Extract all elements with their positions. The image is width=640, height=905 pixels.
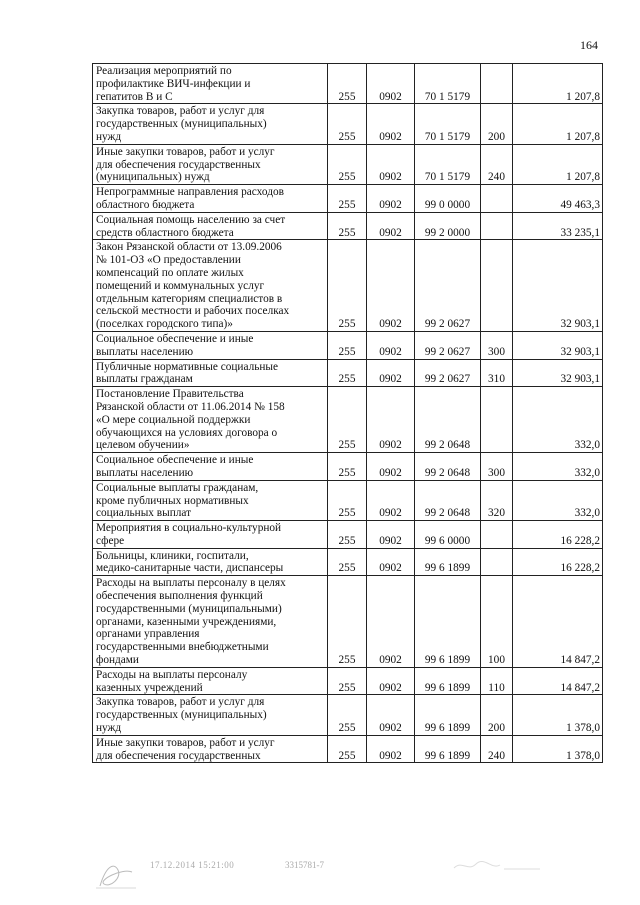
target-article-code: 99 0 0000	[415, 185, 481, 213]
row-name-line: компенсаций по оплате жилых	[96, 266, 244, 279]
row-name-line: «О мере социальной поддержки	[96, 413, 251, 426]
row-name	[93, 359, 328, 387]
table-row	[93, 576, 603, 668]
ministry-code: 255	[328, 212, 367, 240]
target-article-code: 99 2 0648	[415, 480, 481, 520]
row-name-line: сельской местности и рабочих поселках	[96, 305, 290, 318]
row-name-line: Постановление Правительства	[96, 388, 244, 401]
section-code: 0902	[367, 480, 415, 520]
row-name-line: Социальная помощь населению за счет	[96, 213, 286, 226]
amount: 1 207,8	[513, 144, 603, 184]
amount: 14 847,2	[513, 667, 603, 695]
row-name	[93, 480, 328, 520]
row-name-line: Расходы на выплаты персоналу в целях	[96, 577, 286, 590]
row-name	[93, 735, 328, 763]
ministry-code: 255	[328, 331, 367, 359]
row-name-line: (поселках городского типа)»	[96, 318, 233, 331]
row-name-line: органами управления	[96, 628, 200, 641]
row-name-line: государственных (муниципальных)	[96, 709, 267, 722]
section-code: 0902	[367, 548, 415, 576]
row-name-line: № 101-ОЗ «О предоставлении	[96, 254, 241, 267]
budget-table	[92, 63, 603, 763]
page-number: 164	[580, 38, 598, 52]
target-article-code: 99 2 0648	[415, 453, 481, 481]
expense-type-code: 200	[481, 104, 513, 144]
ministry-code: 255	[328, 480, 367, 520]
row-name-line: средств областного бюджета	[96, 226, 234, 239]
amount: 332,0	[513, 480, 603, 520]
target-article-code: 99 2 0648	[415, 387, 481, 453]
table-row	[93, 185, 603, 213]
ministry-code: 255	[328, 185, 367, 213]
ministry-code: 255	[328, 548, 367, 576]
row-name-line: выплаты населению	[96, 345, 194, 358]
target-article-code: 99 6 1899	[415, 735, 481, 763]
table-row	[93, 695, 603, 735]
section-code: 0902	[367, 240, 415, 332]
table-row	[93, 453, 603, 481]
expense-type-code	[481, 548, 513, 576]
section-code: 0902	[367, 185, 415, 213]
table-row	[93, 735, 603, 763]
amount: 1 378,0	[513, 695, 603, 735]
expense-type-code: 300	[481, 331, 513, 359]
row-name	[93, 185, 328, 213]
expense-type-code: 110	[481, 667, 513, 695]
row-name-line: Социальные выплаты гражданам,	[96, 481, 259, 494]
ministry-code: 255	[328, 387, 367, 453]
row-name	[93, 667, 328, 695]
target-article-code: 70 1 5179	[415, 144, 481, 184]
row-name-line: Закупка товаров, работ и услуг для	[96, 696, 265, 709]
row-name-line: казенных учреждений	[96, 681, 203, 694]
target-article-code: 99 6 1899	[415, 548, 481, 576]
expense-type-code: 240	[481, 735, 513, 763]
section-code: 0902	[367, 359, 415, 387]
row-name-line: Непрограммные направления расходов	[96, 186, 284, 199]
section-code: 0902	[367, 521, 415, 549]
row-name	[93, 240, 328, 332]
row-name	[93, 387, 328, 453]
amount: 1 207,8	[513, 104, 603, 144]
row-name-line: фондами	[96, 654, 139, 667]
table-row	[93, 64, 603, 104]
row-name	[93, 576, 328, 668]
row-name-line: медико-санитарные части, диспансеры	[96, 562, 284, 575]
expense-type-code	[481, 240, 513, 332]
expense-type-code: 100	[481, 576, 513, 668]
row-name	[93, 548, 328, 576]
ministry-code: 255	[328, 240, 367, 332]
ministry-code: 255	[328, 735, 367, 763]
amount: 1 378,0	[513, 735, 603, 763]
row-name-line: Рязанской области от 11.06.2014 № 158	[96, 400, 285, 413]
footer-date: 17.12.2014 15:21:00	[150, 860, 235, 870]
section-code: 0902	[367, 212, 415, 240]
section-code: 0902	[367, 576, 415, 668]
row-name-line: отдельным категориям специалистов в	[96, 292, 283, 305]
row-name	[93, 212, 328, 240]
target-article-code: 99 2 0627	[415, 331, 481, 359]
row-name-line: Закупка товаров, работ и услуг для	[96, 105, 265, 118]
table-row	[93, 521, 603, 549]
expense-type-code: 200	[481, 695, 513, 735]
row-name-line: гепатитов В и С	[96, 90, 173, 103]
ministry-code: 255	[328, 667, 367, 695]
row-name-line: нужд	[96, 130, 122, 143]
ministry-code: 255	[328, 104, 367, 144]
row-name-line: Иные закупки товаров, работ и услуг	[96, 145, 275, 158]
table-row	[93, 548, 603, 576]
expense-type-code	[481, 212, 513, 240]
row-name-line: выплаты гражданам	[96, 373, 193, 386]
amount: 14 847,2	[513, 576, 603, 668]
table-row	[93, 667, 603, 695]
ministry-code: 255	[328, 576, 367, 668]
target-article-code: 99 6 1899	[415, 576, 481, 668]
ministry-code: 255	[328, 64, 367, 104]
row-name	[93, 64, 328, 104]
section-code: 0902	[367, 144, 415, 184]
row-name-line: для обеспечения государственных	[96, 158, 261, 171]
row-name	[93, 695, 328, 735]
expense-type-code	[481, 185, 513, 213]
section-code: 0902	[367, 667, 415, 695]
row-name-line: (муниципальных) нужд	[96, 171, 210, 184]
table-row	[93, 387, 603, 453]
row-name-line: для обеспечения государственных	[96, 749, 261, 762]
row-name-line: государственными внебюджетными	[96, 641, 269, 654]
table-row	[93, 212, 603, 240]
row-name-line: Социальное обеспечение и иные	[96, 332, 254, 345]
amount: 32 903,1	[513, 331, 603, 359]
table-row	[93, 480, 603, 520]
section-code: 0902	[367, 64, 415, 104]
amount: 16 228,2	[513, 521, 603, 549]
row-name-line: целевом обучении»	[96, 439, 190, 452]
expense-type-code: 320	[481, 480, 513, 520]
section-code: 0902	[367, 695, 415, 735]
table-row	[93, 144, 603, 184]
row-name-line: кроме публичных нормативных	[96, 494, 249, 507]
target-article-code: 99 2 0627	[415, 359, 481, 387]
row-name-line: Закон Рязанской области от 13.09.2006	[96, 241, 282, 254]
table-row	[93, 331, 603, 359]
row-name-line: обучающихся на условиях договора о	[96, 426, 278, 439]
amount: 16 228,2	[513, 548, 603, 576]
ministry-code: 255	[328, 521, 367, 549]
section-code: 0902	[367, 387, 415, 453]
row-name-line: выплаты населению	[96, 466, 194, 479]
expense-type-code	[481, 387, 513, 453]
section-code: 0902	[367, 331, 415, 359]
faint-stamp-icon	[452, 856, 542, 876]
amount: 332,0	[513, 453, 603, 481]
expense-type-code	[481, 64, 513, 104]
footer-code: 3315781-7	[285, 860, 324, 870]
row-name-line: помещений и коммунальных услуг	[96, 279, 265, 292]
row-name-line: областного бюджета	[96, 198, 195, 211]
target-article-code: 99 6 0000	[415, 521, 481, 549]
row-name-line: государственными (муниципальными)	[96, 602, 282, 615]
section-code: 0902	[367, 104, 415, 144]
row-name	[93, 521, 328, 549]
row-name-line: сфере	[96, 534, 125, 547]
row-name-line: Мероприятия в социально-культурной	[96, 522, 282, 535]
table-row	[93, 240, 603, 332]
target-article-code: 70 1 5179	[415, 104, 481, 144]
expense-type-code: 310	[481, 359, 513, 387]
target-article-code: 99 6 1899	[415, 667, 481, 695]
ministry-code: 255	[328, 695, 367, 735]
amount: 33 235,1	[513, 212, 603, 240]
table-row	[93, 359, 603, 387]
row-name-line: органами, казенными учреждениями,	[96, 615, 277, 628]
row-name-line: Расходы на выплаты персоналу	[96, 668, 248, 681]
ministry-code: 255	[328, 359, 367, 387]
row-name-line: социальных выплат	[96, 507, 192, 520]
budget-table-body	[93, 64, 603, 763]
section-code: 0902	[367, 453, 415, 481]
target-article-code: 99 6 1899	[415, 695, 481, 735]
amount: 1 207,8	[513, 64, 603, 104]
amount: 49 463,3	[513, 185, 603, 213]
expense-type-code: 240	[481, 144, 513, 184]
row-name-line: обеспечения выполнения функций	[96, 590, 263, 603]
row-name-line: Социальное обеспечение и иные	[96, 454, 254, 467]
row-name-line: Больницы, клиники, госпитали,	[96, 549, 249, 562]
row-name-line: Иные закупки товаров, работ и услуг	[96, 736, 275, 749]
expense-type-code	[481, 521, 513, 549]
ministry-code: 255	[328, 144, 367, 184]
amount: 32 903,1	[513, 359, 603, 387]
row-name	[93, 331, 328, 359]
amount: 32 903,1	[513, 240, 603, 332]
ministry-code: 255	[328, 453, 367, 481]
target-article-code: 99 2 0627	[415, 240, 481, 332]
row-name-line: нужд	[96, 722, 122, 735]
row-name	[93, 453, 328, 481]
expense-type-code: 300	[481, 453, 513, 481]
target-article-code: 70 1 5179	[415, 64, 481, 104]
row-name-line: профилактике ВИЧ-инфекции и	[96, 77, 251, 90]
section-code: 0902	[367, 735, 415, 763]
row-name	[93, 104, 328, 144]
row-name-line: государственных (муниципальных)	[96, 118, 267, 131]
row-name-line: Публичные нормативные социальные	[96, 360, 279, 373]
row-name	[93, 144, 328, 184]
row-name-line: Реализация мероприятий по	[96, 65, 232, 77]
target-article-code: 99 2 0000	[415, 212, 481, 240]
amount: 332,0	[513, 387, 603, 453]
table-row	[93, 104, 603, 144]
